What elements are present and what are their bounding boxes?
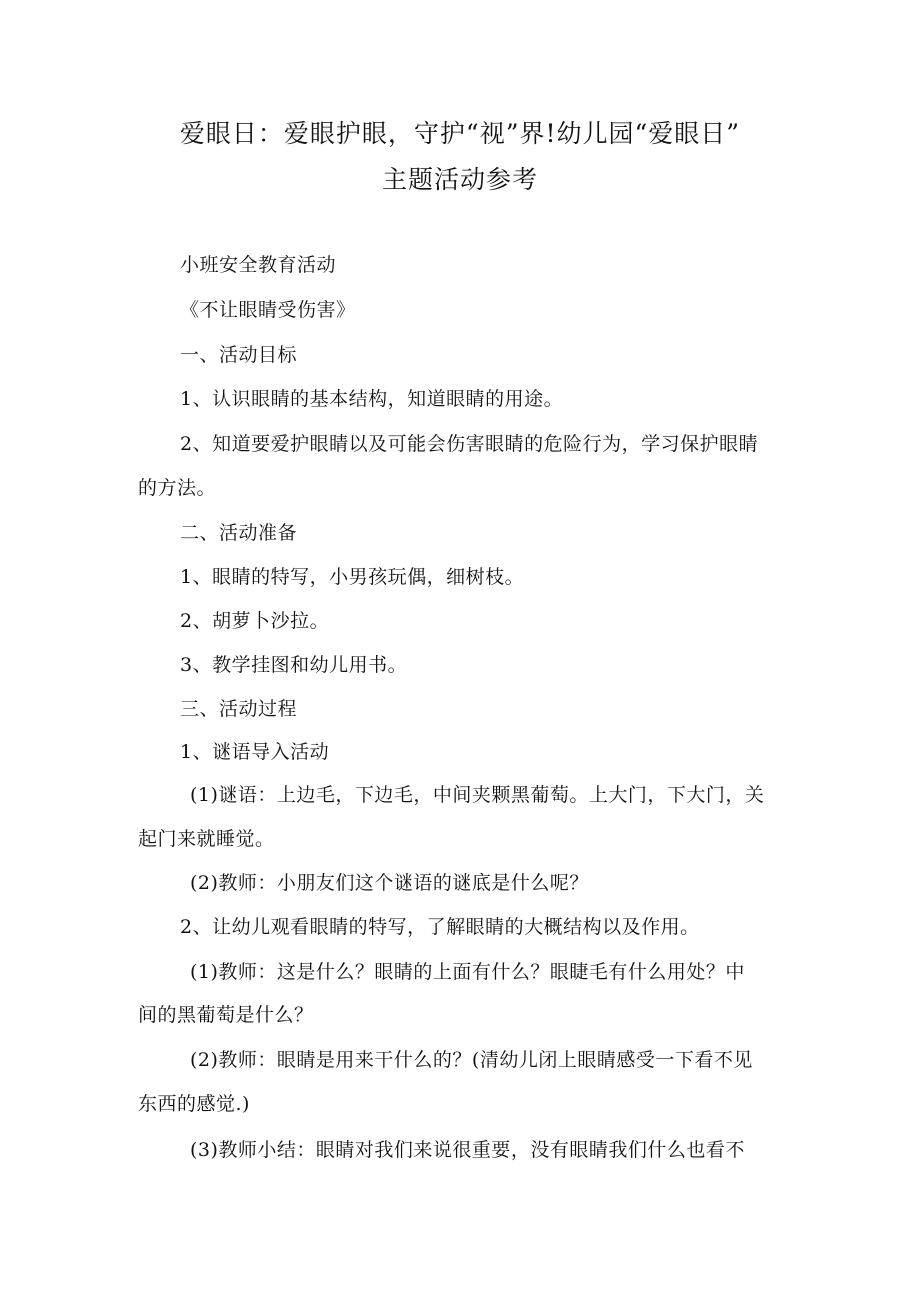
document-title-line-2: 主题活动参考 xyxy=(381,165,538,194)
heading-process: 三、活动过程 xyxy=(180,698,298,720)
section-label: 小班安全教育活动 xyxy=(180,254,337,276)
process-step-1-sub-2: (2)教师：小朋友们这个谜语的谜底是什么呢？ xyxy=(190,872,589,894)
process-step-2: 2、让幼儿观看眼睛的特写，了解眼睛的大概结构以及作用。 xyxy=(180,916,700,938)
prep-item-3: 3、教学挂图和幼儿用书。 xyxy=(180,654,408,676)
goal-item-1: 1、认识眼睛的基本结构，知道眼睛的用途。 xyxy=(180,388,564,410)
process-step-2-sub-3: (3)教师小结：眼睛对我们来说很重要，没有眼睛我们什么也看不 xyxy=(190,1139,745,1161)
process-step-2-sub-1: (1)教师：这是什么？眼睛的上面有什么？眼睫毛有什么用处？中 xyxy=(190,961,745,983)
goal-item-2: 2、知道要爱护眼睛以及可能会伤害眼睛的危险行为，学习保护眼睛 xyxy=(180,433,759,455)
process-step-1-sub-1-cont: 起门来就睡觉。 xyxy=(138,828,275,850)
document-title-line-1: 爱眼日：爱眼护眼，守护“视”界!幼儿园“爱眼日” xyxy=(179,119,741,148)
process-step-2-sub-2-cont: 东西的感觉.) xyxy=(138,1093,250,1115)
process-step-2-sub-1-cont: 间的黑葡萄是什么？ xyxy=(138,1004,314,1026)
process-step-2-sub-2: (2)教师：眼睛是用来干什么的？(清幼儿闭上眼睛感受一下看不见 xyxy=(190,1049,753,1071)
heading-goals: 一、活动目标 xyxy=(180,344,298,366)
activity-name: 《不让眼睛受伤害》 xyxy=(180,299,356,321)
heading-preparation: 二、活动准备 xyxy=(180,522,298,544)
goal-item-2-cont: 的方法。 xyxy=(138,477,217,499)
prep-item-2: 2、胡萝卜沙拉。 xyxy=(180,610,330,632)
prep-item-1: 1、眼睛的特写，小男孩玩偶，细树枝。 xyxy=(180,566,525,588)
process-step-1: 1、谜语导入活动 xyxy=(180,741,330,763)
process-step-1-sub-1: (1)谜语：上边毛，下边毛，中间夹颗黑葡萄。上大门，下大门，关 xyxy=(190,784,765,806)
